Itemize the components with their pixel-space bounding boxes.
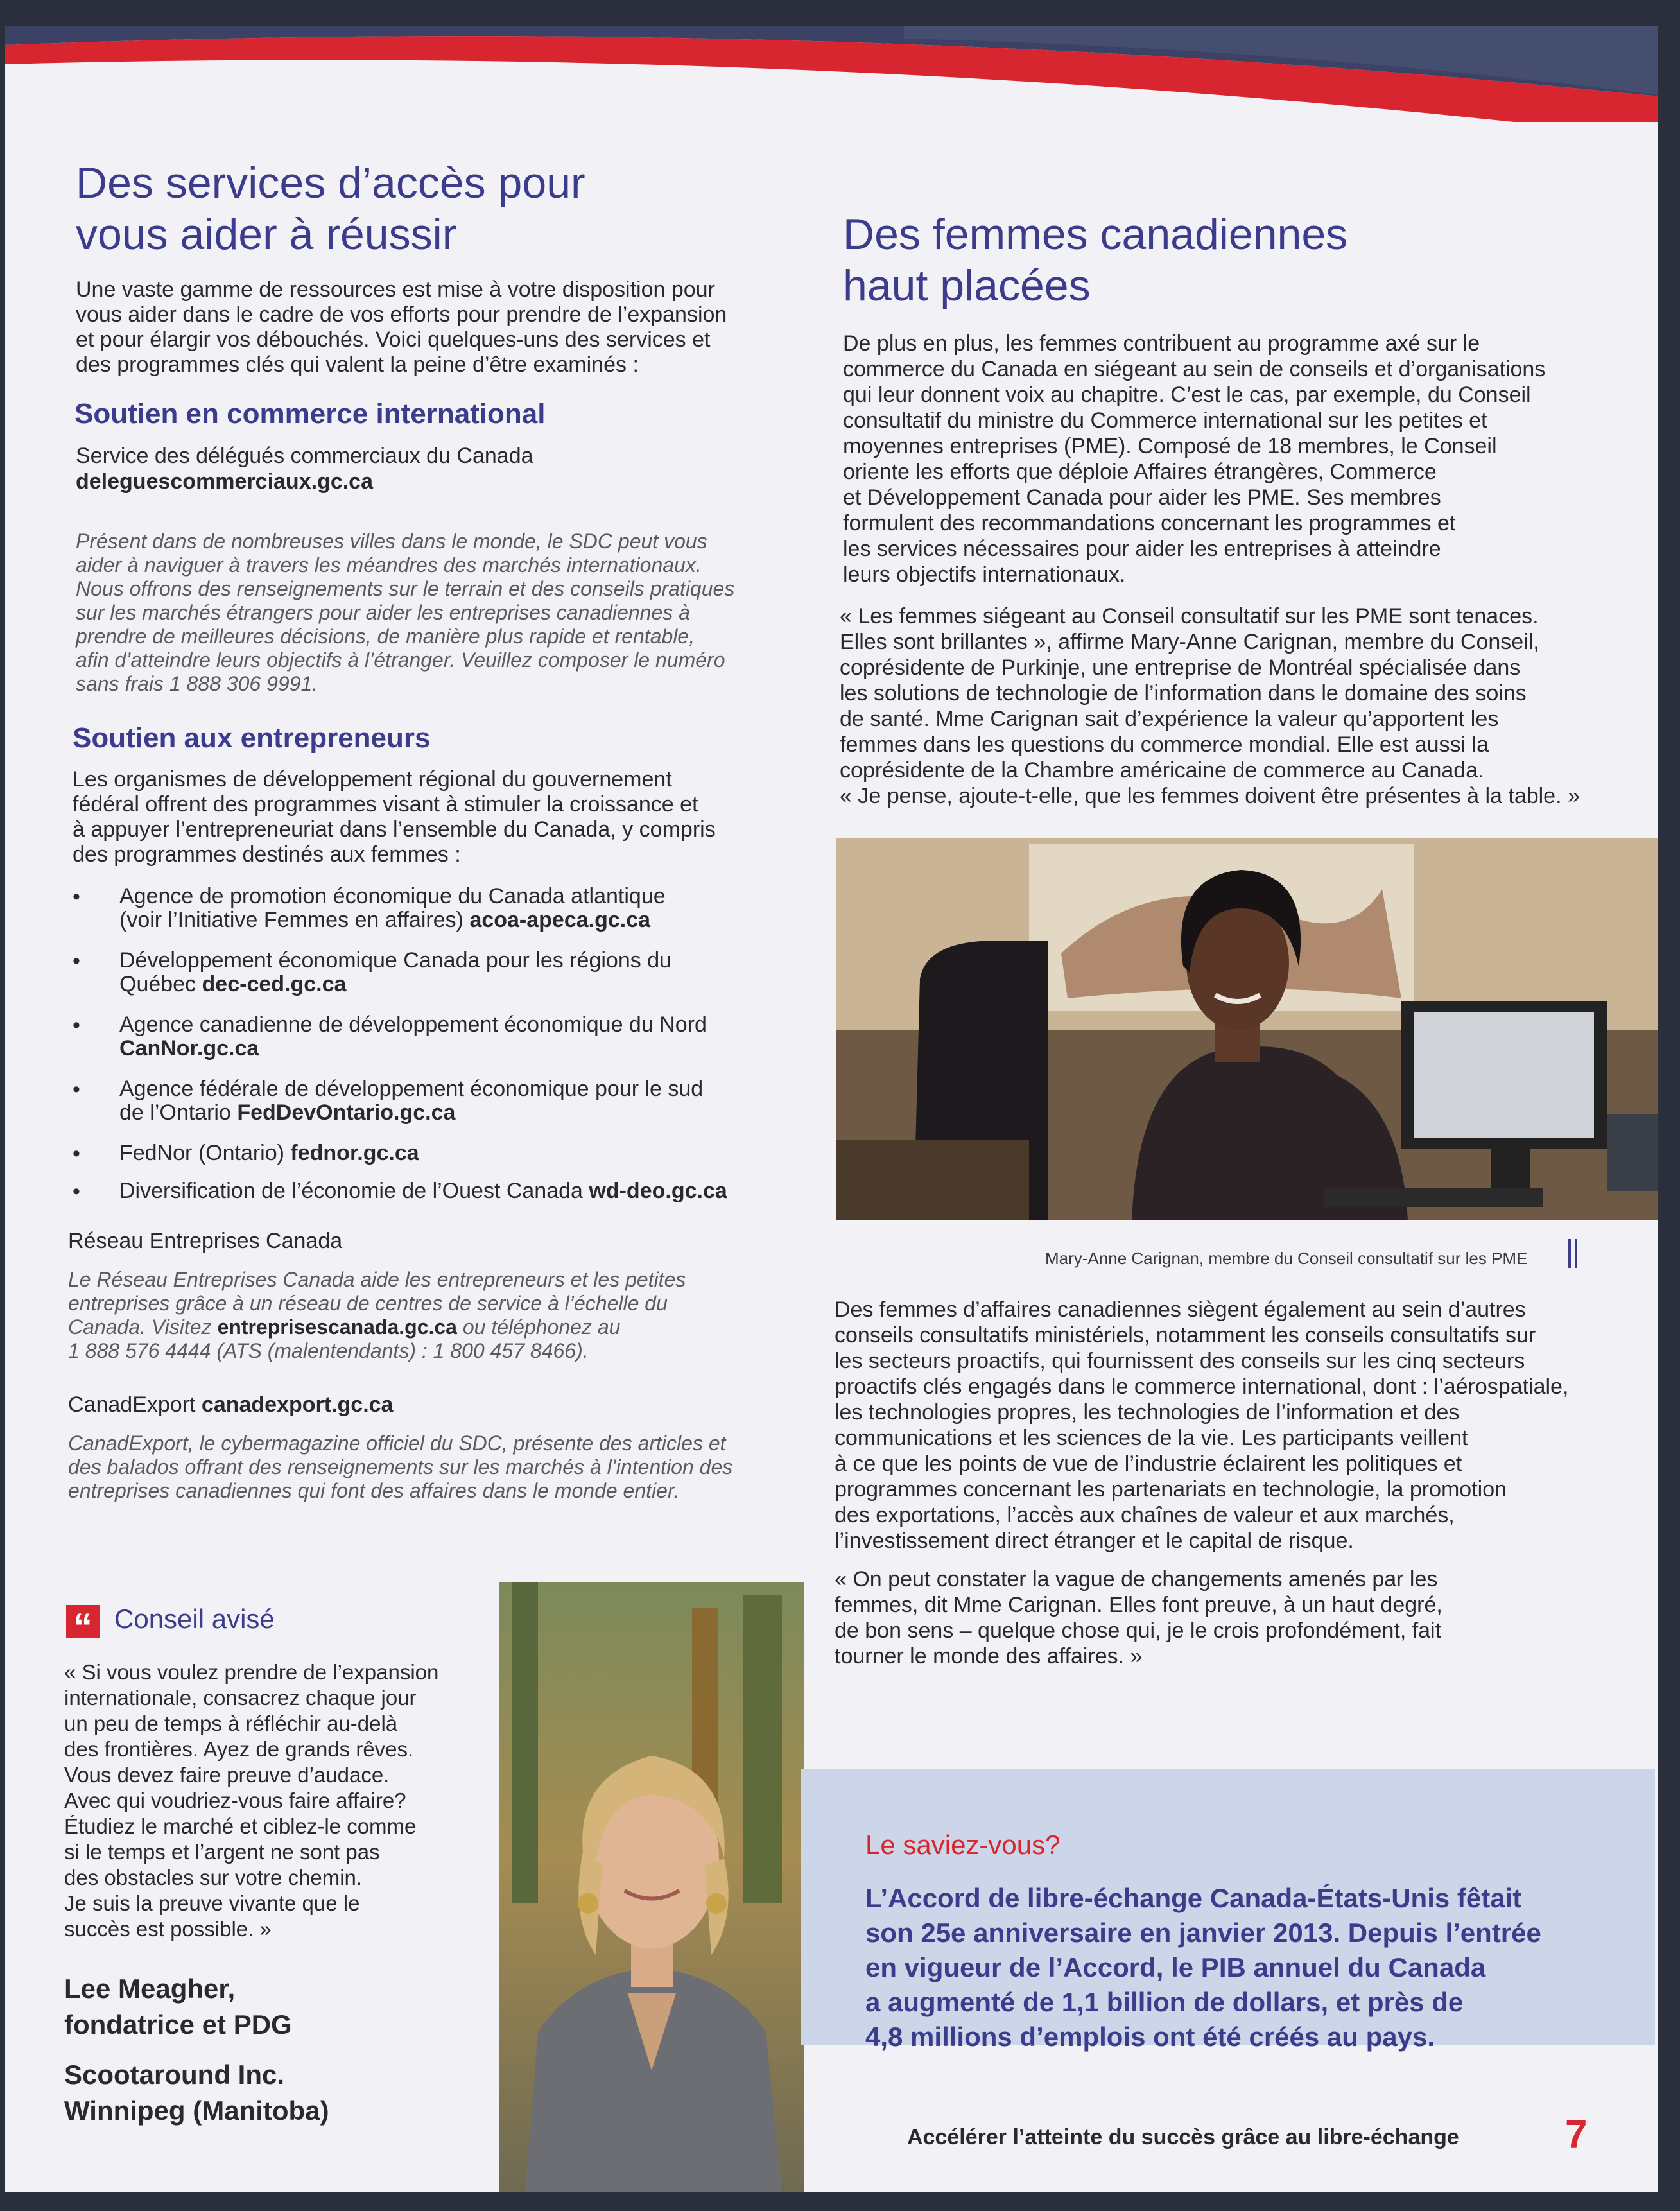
conseil-quote: « Si vous voulez prendre de l’expansion internationale, consacrez chaque jour un peu de temps à réfléchir au-delà des frontières. Ayez de grands rêves. Vous devez faire preuve d’audace. Avec qui voudriez-vous faire affaire? Étudiez le marché et ciblez-le comme si le temps et l’argent ne sont pas des obstacles sur votre chemin. Je suis la preuve vivante que le succès est possible. » <box>64 1660 439 1941</box>
article-paragraph-4: « On peut constater la vague de changements amenés par les femmes, dit Mme Carignan. Elles font preuve, à un haut degré, de bon sens – quelque chose qui, je le crois profondément, fait tourner le monde des affaires. » <box>835 1567 1442 1669</box>
desc-line: aider à naviguer à travers les méandres des marchés internationaux. <box>76 553 702 577</box>
service-name: Service des délégués commerciaux du Canada <box>76 444 533 468</box>
section-heading-entrepreneurs: Soutien aux entrepreneurs <box>73 722 431 754</box>
page-title-right <box>843 209 1347 311</box>
article-paragraph-3: Des femmes d’affaires canadiennes siègent également au sein d’autres conseils consultatifs ministériels, notamment les conseils consultatifs sur les secteurs proactifs, qui fournissent des conseils sur les cinq secteurs proactifs clés engagés dans le commerce international, dont : l’aérospatiale, les technologies propres, les technologies de l’information et des communications et les sciences de la vie. Les participants veillent à ce que les points de vue de l’industrie éclairent les politiques et programmes concernant les partenariats en technologie, la promotion des exportations, l’accès aux chaînes de valeur et aux marchés, l’investissement direct étranger et le capital de risque. <box>835 1297 1569 1553</box>
intro-line: Une vaste gamme de ressources est mise à votre disposition pour <box>76 277 715 302</box>
service-link[interactable]: deleguescommerciaux.gc.ca <box>76 469 374 494</box>
quote-mark-icon: “ <box>66 1605 100 1638</box>
desc-line: Présent dans de nombreuses villes dans le monde, le SDC peut vous <box>76 530 707 553</box>
intro-paragraph <box>76 277 814 377</box>
list-item: FedNor (Ontario) fednor.gc.ca <box>119 1141 419 1165</box>
intro-line: et pour élargir vos débouchés. Voici quelques-uns des services et <box>76 327 711 352</box>
desc-line: Nous offrons des renseignements sur le terrain et des conseils pratiques <box>76 577 735 600</box>
desc-line: afin d’atteindre leurs objectifs à l’étranger. Veuillez composer le numéro <box>76 648 725 672</box>
office-photo-mary-anne-carignan <box>836 838 1658 1220</box>
section-heading-international: Soutien en commerce international <box>74 398 546 429</box>
conseil-heading: Conseil avisé <box>114 1604 275 1634</box>
bullet-dot: • <box>73 949 80 973</box>
person-name: Lee Meagher, <box>64 1973 236 2004</box>
agency-link[interactable]: FedDevOntario.gc.ca <box>237 1100 456 1125</box>
bullet-dot: • <box>73 1179 80 1204</box>
canadexport-description: CanadExport, le cybermagazine officiel du SDC, présente des articles et des balados offrant des renseignements sur les marchés à l’intention des entreprises canadiennes qui font des affaires dans le monde entier. <box>68 1432 733 1502</box>
reseau-link[interactable]: entreprisescanada.gc.ca <box>217 1315 457 1339</box>
footer-tagline: Accélérer l’atteinte du succès grâce au libre-échange <box>907 2125 1459 2149</box>
company-name: Scootaround Inc. <box>64 2059 285 2090</box>
title-line-2: vous aider à réussir <box>76 210 457 259</box>
caption-divider <box>1568 1239 1571 1268</box>
trade-commissioner-service <box>76 443 814 494</box>
agency-link[interactable]: acoa-apeca.gc.ca <box>469 908 651 932</box>
intro-line: à appuyer l’entrepreneuriat dans l’ensemble du Canada, y compris <box>73 817 716 842</box>
conseil-signature <box>64 1971 329 2129</box>
person-role: fondatrice et PDG <box>64 2009 292 2040</box>
page-number: 7 <box>1565 2113 1588 2157</box>
portrait-photo-lee-meagher <box>499 1582 804 2192</box>
company-city: Winnipeg (Manitoba) <box>64 2095 329 2126</box>
intro-line: des programmes clés qui valent la peine d’être examinés : <box>76 352 639 377</box>
bullet-dot: • <box>73 1013 80 1037</box>
agency-link[interactable]: wd-deo.gc.ca <box>589 1179 727 1203</box>
list-item: Agence canadienne de développement économique du Nord CanNor.gc.ca <box>119 1012 707 1061</box>
reseau-description: Le Réseau Entreprises Canada aide les entrepreneurs et les petites entreprises grâce à un réseau de centres de service à l’échelle du Canada. Visitez entreprisescanada.gc.ca ou téléphonez au 1 888 576 4444 (ATS (malentendants) : 1 800 457 8466). <box>68 1268 686 1362</box>
agency-link[interactable]: fednor.gc.ca <box>290 1141 419 1165</box>
title-line-1: Des services d’accès pour <box>76 159 585 207</box>
magazine-page <box>5 26 1658 2192</box>
list-item: Diversification de l’économie de l’Ouest Canada wd-deo.gc.ca <box>119 1179 727 1203</box>
intro-line: fédéral offrent des programmes visant à stimuler la croissance et <box>73 792 698 817</box>
desc-line: sur les marchés étrangers pour aider les entreprises canadiennes à <box>76 601 690 624</box>
list-item: Développement économique Canada pour les régions du Québec dec-ced.gc.ca <box>119 948 672 996</box>
caption-divider <box>1575 1239 1577 1268</box>
article-paragraph-2: « Les femmes siégeant au Conseil consultatif sur les PME sont tenaces. Elles sont brillantes », affirme Mary-Anne Carignan, membre du Conseil, coprésidente de Purkinje, une entreprise de Montréal spécialisée dans les solutions de technologie de l’information dans le domaine des soins de santé. Mme Carignan sait d’expérience la valeur qu’apportent les femmes dans les questions du commerce mondial. Elle est aussi la coprésidente de la Chambre américaine de commerce au Canada. « Je pense, ajoute-t-elle, que les femmes doivent être présentes à la table. » <box>840 604 1580 808</box>
list-item: Agence fédérale de développement économique pour le sud de l’Ontario FedDevOntario.gc.ca <box>119 1077 704 1125</box>
bullet-dot: • <box>73 1077 80 1102</box>
entrepreneurs-intro <box>73 767 811 867</box>
list-item: Agence de promotion économique du Canada atlantique (voir l’Initiative Femmes en affaires) acoa-apeca.gc.ca <box>119 884 666 932</box>
title-line-1: Des femmes canadiennes <box>843 210 1348 259</box>
canadexport-title: CanadExport canadexport.gc.ca <box>68 1392 394 1417</box>
desc-line: prendre de meilleures décisions, de manière plus rapide et rentable, <box>76 625 695 648</box>
desc-line: sans frais 1 888 306 9991. <box>76 672 318 695</box>
did-you-know-box <box>801 1769 1655 2052</box>
article-paragraph-1: De plus en plus, les femmes contribuent au programme axé sur le commerce du Canada en siégeant au sein de conseils et d’organisations qui leur donnent voix au chapitre. C’est le cas, par exemple, du Conseil consultatif du ministre du Commerce international sur les petites et moyennes entreprises (PME). Composé de 18 membres, le Conseil oriente les efforts que déploie Affaires étrangères, Commerce et Développement Canada pour aider les PME. Ses membres formulent des recommandations concernant les programmes et les services nécessaires pour aider les entreprises à atteindre leurs objectifs internationaux. <box>843 331 1546 587</box>
intro-line: Les organismes de développement régional du gouvernement <box>73 767 672 792</box>
photo-caption: Mary-Anne Carignan, membre du Conseil consultatif sur les PME <box>1045 1249 1528 1268</box>
bullet-dot: • <box>73 885 80 909</box>
did-you-know-heading: Le saviez-vous? <box>865 1830 1061 1860</box>
intro-line: des programmes destinés aux femmes : <box>73 842 461 867</box>
agency-link[interactable]: dec-ced.gc.ca <box>202 972 347 996</box>
bullet-dot: • <box>73 1141 80 1166</box>
reseau-title: Réseau Entreprises Canada <box>68 1229 343 1253</box>
intro-line: vous aider dans le cadre de vos efforts pour prendre de l’expansion <box>76 302 727 327</box>
page-title-left <box>76 157 585 260</box>
header-band <box>5 26 1658 122</box>
agency-link[interactable]: CanNor.gc.ca <box>119 1036 259 1061</box>
did-you-know-text: L’Accord de libre-échange Canada-États-Unis fêtait son 25e anniversaire en janvier 2013. Depuis l’entrée en vigueur de l’Accord, le PIB annuel du Canada a augmenté de 1,1 billion de dollars, et près de 4,8 millions d’emplois ont été créés au pays. <box>865 1883 1541 2052</box>
trade-commissioner-description <box>76 530 814 696</box>
title-line-2: haut placées <box>843 261 1091 310</box>
canadexport-link[interactable]: canadexport.gc.ca <box>201 1392 394 1417</box>
